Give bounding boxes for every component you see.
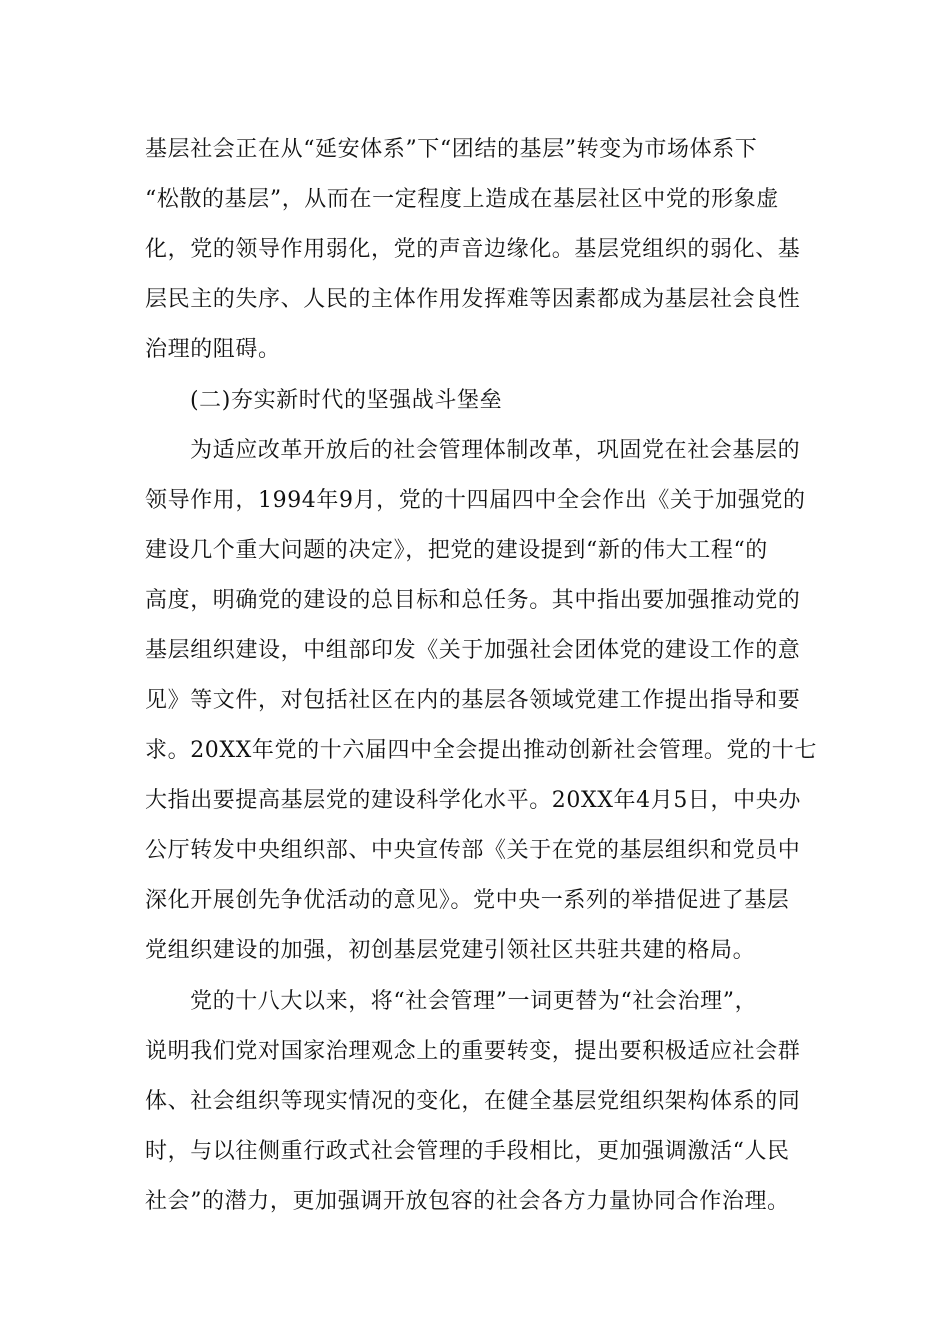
text-line: 深化开展创先争优活动的意见》。党中央一系列的举措促进了基层 <box>145 888 790 913</box>
text-line: 为适应改革开放后的社会管理体制改革，巩固党在社会基层的 <box>190 438 801 463</box>
text-line: 领导作用，1994年9月，党的十四届四中全会作出《关于加强党的 <box>145 488 806 513</box>
text-line: 体、社会组织等现实情况的变化，在健全基层党组织架构体系的同 <box>145 1089 801 1114</box>
text-line: 求。20XX年党的十六届四中全会提出推动创新社会管理。党的十七 <box>145 738 817 763</box>
section-heading: (二)夯实新时代的坚强战斗堡垒 <box>190 388 503 413</box>
text-line: 公厅转发中央组织部、中央宣传部《关于在党的基层组织和党员中 <box>145 838 801 863</box>
text-line: 层民主的失序、人民的主体作用发挥难等因素都成为基层社会良性 <box>145 287 801 312</box>
text-line: 党的十八大以来，将“社会管理”一词更替为“社会治理”， <box>190 989 758 1014</box>
text-line: 高度，明确党的建设的总目标和总任务。其中指出要加强推动党的 <box>145 588 801 613</box>
text-line: 见》等文件，对包括社区在内的基层各领域党建工作提出指导和要 <box>145 688 801 713</box>
text-line: 建设几个重大问题的决定》，把党的建设提到“新的伟大工程“的 <box>145 538 768 563</box>
text-line: 社会”的潜力，更加强调开放包容的社会各方力量协同合作治理。 <box>145 1189 790 1214</box>
text-line: 化，党的领导作用弱化，党的声音边缘化。基层党组织的弱化、基 <box>145 237 801 262</box>
text-line: 党组织建设的加强，初创基层党建引领社区共驻共建的格局。 <box>145 938 756 963</box>
text-line: 时，与以往侧重行政式社会管理的手段相比，更加强调激活“人民 <box>145 1139 790 1164</box>
text-line: 基层社会正在从“延安体系”下“团结的基层”转变为市场体系下 <box>145 137 758 162</box>
text-line: 大指出要提高基层党的建设科学化水平。20XX年4月5日，中央办 <box>145 788 801 813</box>
text-line: 基层组织建设，中组部印发《关于加强社会团体党的建设工作的意 <box>145 638 801 663</box>
text-line: 说明我们党对国家治理观念上的重要转变，提出要积极适应社会群 <box>145 1039 801 1064</box>
text-line: “松散的基层”，从而在一定程度上造成在基层社区中党的形象虚 <box>145 187 779 212</box>
text-line: 治理的阻碍。 <box>145 337 281 362</box>
